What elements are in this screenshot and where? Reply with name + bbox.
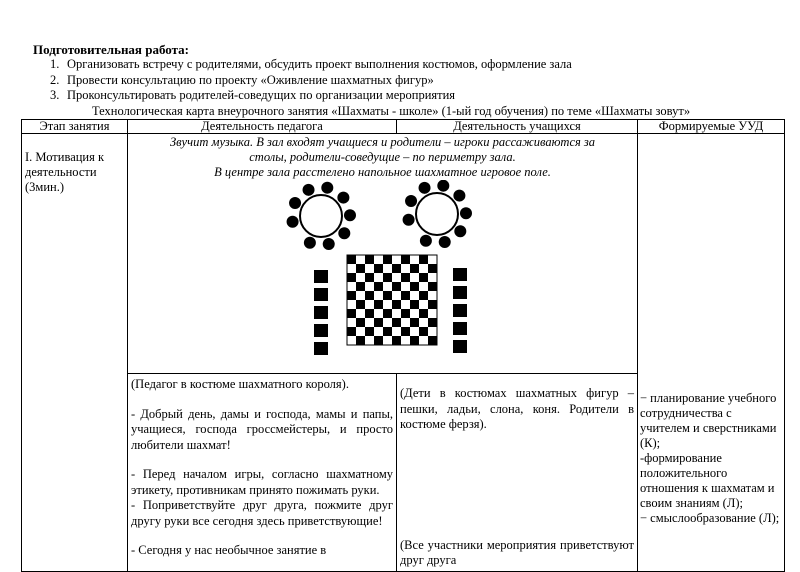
board-square: [392, 318, 401, 327]
prep-list: [50, 57, 572, 104]
board-square: [428, 282, 437, 291]
uud-item: − планирование учебного сотрудничества с учителем и сверстниками (К);: [640, 391, 777, 450]
board-square: [383, 327, 392, 336]
board-square: [383, 309, 392, 318]
header-uud: Формируемые УУД: [638, 120, 785, 134]
chair-dot: [453, 190, 465, 202]
board-square: [356, 300, 365, 309]
students-line: (Дети в костюмах шахматных фигур – пешки, ладьи, слона, коня. Родители в костюме ферзя).: [400, 386, 634, 431]
header-stage: Этап занятия: [22, 120, 128, 134]
chair-dot: [344, 209, 356, 221]
chair-dot: [405, 195, 417, 207]
board-square: [347, 255, 356, 264]
board-square: [383, 255, 392, 264]
board-square: [356, 336, 365, 345]
board-square: [401, 309, 410, 318]
chair-dot: [304, 237, 316, 249]
board-square: [374, 336, 383, 345]
chair-dot: [338, 227, 350, 239]
board-square: [347, 309, 356, 318]
side-chair-right: [453, 268, 467, 281]
board-square: [419, 273, 428, 282]
side-chair-left: [314, 270, 328, 283]
round-table: [300, 195, 342, 237]
board-square: [419, 327, 428, 336]
card-title: Технологическая карта внеурочного занятия «Шахматы - школе» (1-ый год обучения) по теме «Шахматы зовут»: [92, 104, 691, 118]
board-square: [392, 336, 401, 345]
board-square: [428, 264, 437, 273]
round-table: [416, 193, 458, 235]
side-chair-left: [314, 324, 328, 337]
board-square: [392, 264, 401, 273]
uud-item: − смыслообразование (Л);: [640, 511, 780, 525]
board-square: [374, 264, 383, 273]
side-chair-right: [453, 304, 467, 317]
side-chair-right: [453, 286, 467, 299]
teacher-line: - Поприветствуйте друг друга, пожмите друг другу руки все сегодня здесь приветствующие!: [131, 498, 393, 528]
prep-title: Подготовительная работа:: [33, 42, 189, 57]
board-square: [428, 300, 437, 309]
side-chair-left: [314, 342, 328, 355]
uud-cell: [638, 134, 785, 572]
board-square: [401, 291, 410, 300]
teacher-cell: [128, 374, 397, 572]
teacher-line: - Добрый день, дамы и господа, мамы и папы, учащиеся, господа гроссмейстеры, и просто любители шахмат!: [131, 406, 393, 452]
list-item: 1. Организовать встречу с родителями, обсудить проект выполнения костюмов, оформление зала: [50, 57, 572, 71]
chess-board-illustration: [131, 180, 631, 373]
board-square: [419, 309, 428, 318]
board-square: [410, 336, 419, 345]
board-square: [383, 291, 392, 300]
teacher-line: - Сегодня у нас необычное занятие в: [131, 543, 327, 557]
tech-card-table: [21, 119, 785, 572]
table-header-row: [22, 120, 785, 134]
chair-dot: [289, 197, 301, 209]
board-square: [410, 300, 419, 309]
board-square: [419, 291, 428, 300]
chair-dot: [437, 180, 449, 192]
board-square: [356, 282, 365, 291]
chair-dot: [420, 235, 432, 247]
board-square: [392, 282, 401, 291]
board-square: [428, 336, 437, 345]
students-line: (Все участники мероприятия приветствуют друг друга: [400, 537, 634, 567]
board-square: [410, 318, 419, 327]
stage-cell: [22, 134, 128, 572]
board-square: [410, 282, 419, 291]
chair-dot: [439, 236, 451, 248]
chair-dot: [321, 182, 333, 194]
header-students: Деятельность учащихся: [397, 120, 638, 134]
board-square: [410, 264, 419, 273]
teacher-line: (Педагог в костюме шахматного короля).: [131, 377, 349, 391]
board-square: [356, 264, 365, 273]
board-square: [401, 273, 410, 282]
board-square: [401, 327, 410, 336]
board-square: [392, 300, 401, 309]
board-square: [428, 318, 437, 327]
board-square: [365, 327, 374, 336]
board-square: [401, 255, 410, 264]
chair-dot: [419, 182, 431, 194]
table-row: [22, 134, 785, 374]
chair-dot: [287, 216, 299, 228]
board-square: [374, 282, 383, 291]
board-square: [347, 327, 356, 336]
side-chair-right: [453, 340, 467, 353]
board-square: [365, 255, 374, 264]
chair-dot: [454, 225, 466, 237]
stage-label: I. Мотивация к деятельности (3мин.): [25, 150, 105, 194]
chair-dot: [337, 192, 349, 204]
chair-dot: [403, 214, 415, 226]
board-square: [365, 273, 374, 282]
side-chair-right: [453, 322, 467, 335]
board-square: [419, 255, 428, 264]
board-square: [374, 300, 383, 309]
chair-dot: [303, 184, 315, 196]
side-chair-left: [314, 306, 328, 319]
list-item: 3. Проконсультировать родителей-соведущих по организации мероприятия: [50, 88, 456, 102]
board-square: [365, 291, 374, 300]
chair-dot: [460, 207, 472, 219]
board-square: [356, 318, 365, 327]
side-chair-left: [314, 288, 328, 301]
board-square: [347, 291, 356, 300]
board-square: [347, 273, 356, 282]
scenario-text: Звучит музыка. В зал входят учащиеся и родители – игроки рассаживаются за столы, родители-соведущие – по периметру зала. В центре зала расстелено напольное шахматное игровое поле.: [169, 135, 596, 179]
chair-dot: [323, 238, 335, 250]
board-square: [374, 318, 383, 327]
teacher-line: - Перед началом игры, согласно шахматному этикету, противникам принято пожимать руки.: [131, 467, 393, 497]
header-teacher: Деятельность педагога: [128, 120, 397, 134]
students-cell: [397, 374, 638, 572]
scenario-cell: [128, 134, 638, 374]
list-item: 2. Провести консультацию по проекту «Оживление шахматных фигур»: [50, 72, 434, 87]
chess-hall-diagram: [131, 180, 634, 373]
uud-item: -формирование положительного отношения к шахматам и своим знаниям (Л);: [640, 451, 775, 510]
board-square: [383, 273, 392, 282]
board-square: [365, 309, 374, 318]
